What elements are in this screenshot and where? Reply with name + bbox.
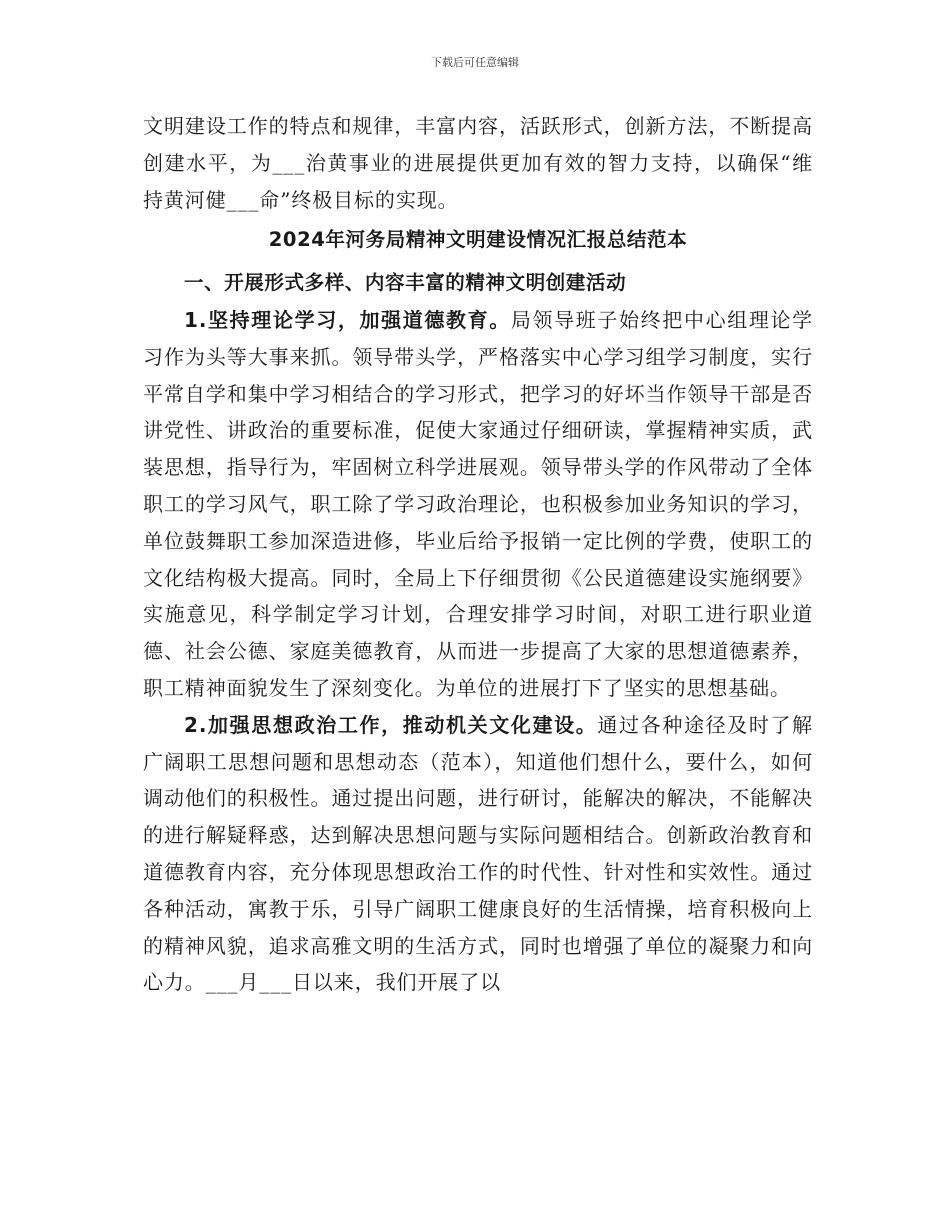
item-2-body: 通过各种途径及时了解广阔职工思想问题和思想动态（范本），知道他们想什么，要什么，如何调动他们的积极性。通过提出问题，进行研讨，能解决的解决，不能解决的进行解疑释惑，达到解决思想问题与实际问题相结合。创新政治教育和道德教育内容，充分体现思想政治工作的时代性、针对性和实效性。通过各种活动，寓教于乐，引导广阔职工健康良好的生活情操，培育积极向上的精神风貌，追求高雅文明的生活方式，同时也增强了单位的凝聚力和向心力。___月___日以来，我们开展了以 <box>143 712 814 995</box>
document-title: 2024年河务局精神文明建设情况汇报总结范本 <box>268 228 688 252</box>
item-1-lead: 1.坚持理论学习，加强道德教育。 <box>184 307 511 332</box>
header-note: 下载后可任意编辑 <box>431 56 519 69</box>
item-2-paragraph <box>143 707 813 1001</box>
section-heading-1: 一、开展形式多样、内容丰富的精神文明创建活动 <box>184 271 627 295</box>
document-body <box>143 108 813 1001</box>
item-2-lead: 2.加强思想政治工作，推动机关文化建设。 <box>184 712 598 737</box>
intro-paragraph: 文明建设工作的特点和规律，丰富内容，活跃形式，创新方法，不断提高创建水平，为___治黄事业的进展提供更加有效的智力支持，以确保“维持黄河健___命”终极目标的实现。 <box>143 114 813 212</box>
item-1-paragraph <box>143 302 813 707</box>
item-1-body: 局领导班子始终把中心组理论学习作为头等大事来抓。领导带头学，严格落实中心学习组学习制度，实行平常自学和集中学习相结合的学习形式，把学习的好坏当作领导干部是否讲党性、讲政治的重要标准，促使大家通过仔细研读，掌握精神实质，武装思想，指导行为，牢固树立科学进展观。领导带头学的作风带动了全体职工的学习风气，职工除了学习政治理论，也积极参加业务知识的学习，单位鼓舞职工参加深造进修，毕业后给予报销一定比例的学费，使职工的文化结构极大提高。同时，全局上下仔细贯彻《公民道德建设实施纲要》实施意见，科学制定学习计划，合理安排学习时间，对职工进行职业道德、社会公德、家庭美德教育，从而进一步提高了大家的思想道德素养，职工精神面貌发生了深刻变化。为单位的进展打下了坚实的思想基础。 <box>143 307 813 700</box>
